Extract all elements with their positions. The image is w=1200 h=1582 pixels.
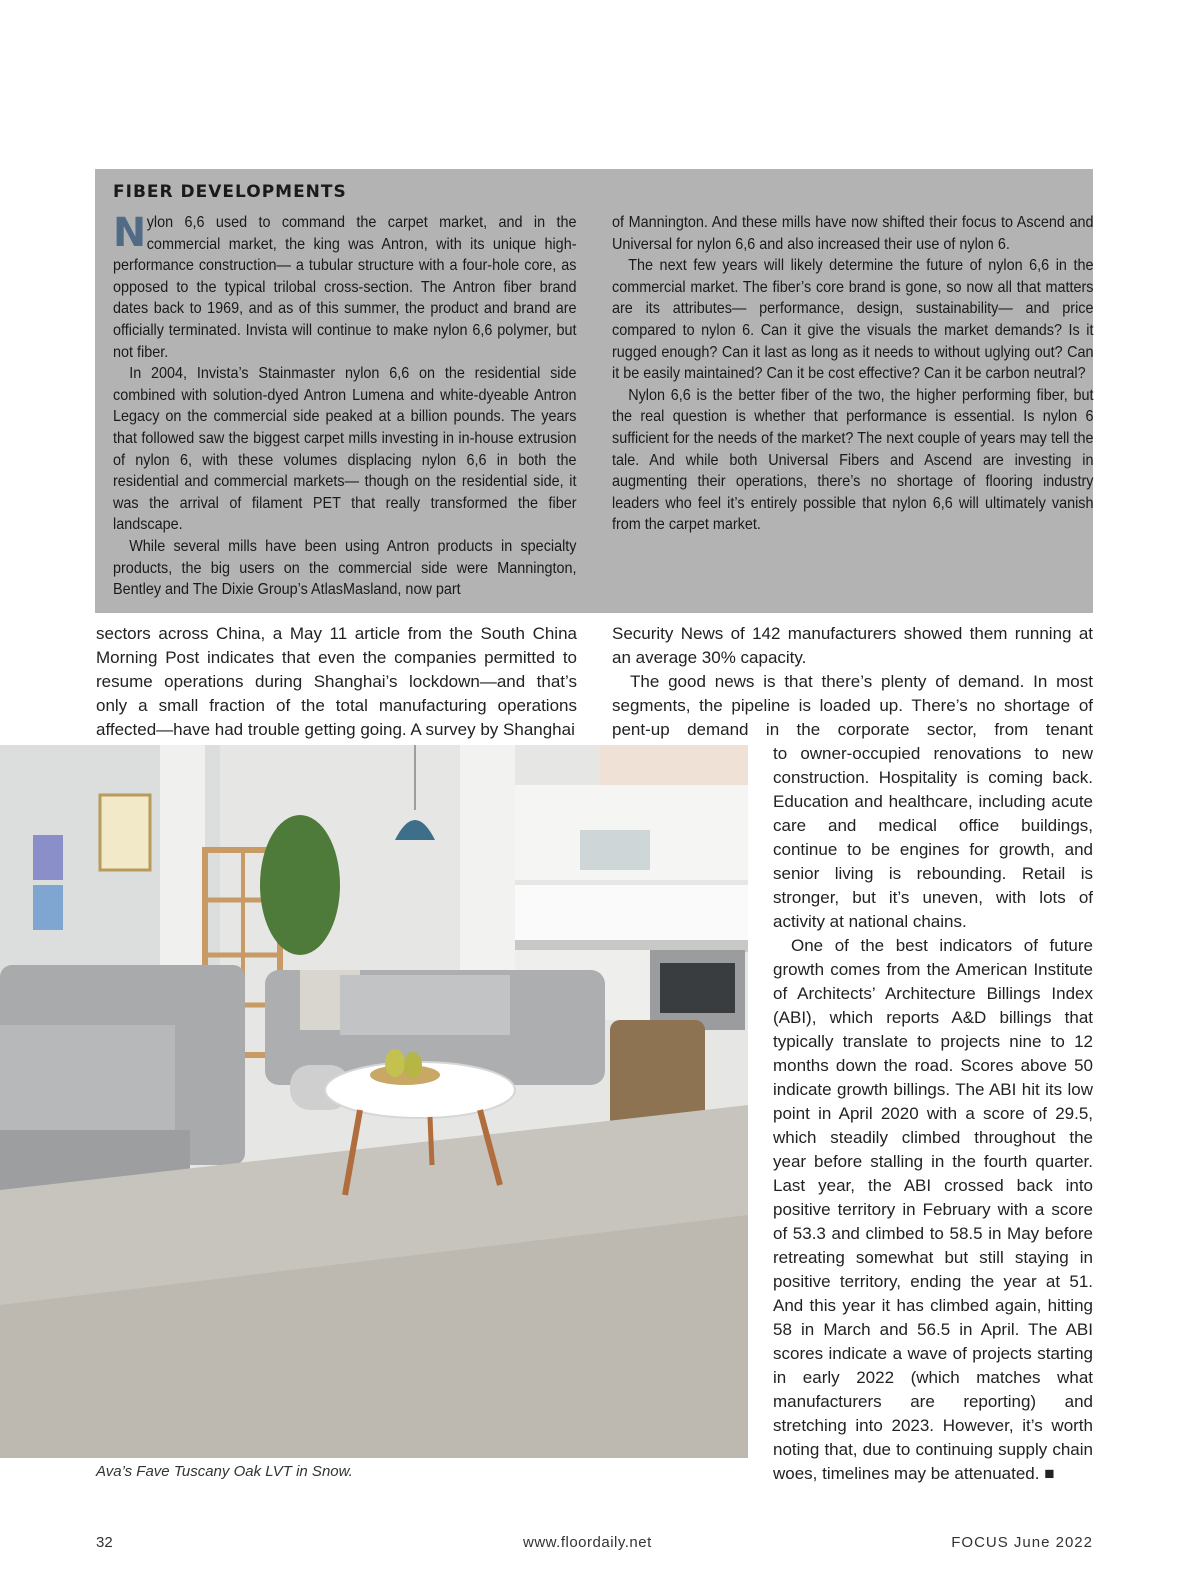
sidebar-paragraph-5: The next few years will likely determine the future of nylon 6,6 in the commercial market. The fiber’s core brand is gone, so now all that matters are its attributes— performance, design, sustainability— and price compared to nylon 6. Can it give the visuals the market demands? Is it rugged enough? Can it last as long as it needs to without uglying out? Can it be easily maintained? Can it be cost effective? Can it be carbon neutral? — [612, 257, 1094, 383]
living-room-photo — [0, 745, 748, 1458]
article-paragraph: sectors across China, a May 11 article from the South China Morning Post indicates that even the companies permitted to resume operations during Shanghai’s lockdown—and that’s only a small fraction of the total manufacturing operations affected—have had trouble getting going. A survey by Shanghai — [96, 624, 577, 739]
article-paragraph: The good news is that there’s plenty of demand. In most segments, the pipeline is loaded up. There’s no shortage of pent-up demand in the corporate sector, from tenant — [612, 672, 1093, 739]
sidebar-paragraph-1 — [113, 212, 577, 363]
article-paragraph: Security News of 142 manufacturers showed them running at an average 30% capacity. — [612, 624, 1093, 667]
magazine-issue: FOCUS June 2022 — [951, 1534, 1093, 1551]
end-mark: ■ — [1044, 1464, 1055, 1483]
article-column-left — [96, 622, 577, 742]
sidebar-paragraph-3: While several mills have been using Antron products in specialty products, the big users on the commercial side were Mannington, Bentley and The Dixie Group’s AtlasMasland, now part — [113, 537, 577, 599]
article-paragraph: to owner-occupied renovations to new construction. Hospitality is coming back. Education and healthcare, including acute care and medical office buildings, continue to be engines for growth, and senior living is rebounding. Retail is stronger, but it’s uneven, with lots of activity at national chains. — [773, 744, 1093, 931]
sidebar-paragraph-4: of Mannington. And these mills have now shifted their focus to Ascend and Universal for nylon 6,6 and also increased their use of nylon 6. — [612, 214, 1094, 253]
fiber-developments-sidebar — [95, 169, 1093, 613]
sidebar-paragraph-1-text: ylon 6,6 used to command the carpet market, and in the commercial market, the king was Antron, with its unique high-performance construction— a tubular structure with a four-hole core, as opposed to the typical trilobal cross-section. The Antron fiber brand dates back to 1969, and as of this summer, the product and brand are officially terminated. Invista will continue to make nylon 6,6 polymer, but not fiber. — [113, 214, 577, 361]
article-column-right-lower — [773, 742, 1093, 1486]
drop-cap: N — [113, 210, 147, 256]
photo-caption: Ava’s Fave Tuscany Oak LVT in Snow. — [96, 1463, 353, 1480]
sidebar-paragraph-2: In 2004, Invista’s Stainmaster nylon 6,6 on the residential side combined with solution-dyed Antron Lumena and white-dyeable Antron Legacy on the commercial side peaked at a billion pounds. The years that followed saw the biggest carpet mills investing in in-house extrusion of nylon 6, with these volumes displacing nylon 6,6 in both the residential and commercial markets— though on the residential side, it was the arrival of filament PET that really transformed the fiber landscape. — [113, 365, 577, 534]
article-paragraph — [773, 934, 1093, 1486]
sidebar-column-right — [612, 212, 1094, 536]
page-number: 32 — [96, 1534, 113, 1551]
website-link[interactable]: www.floordaily.net — [523, 1534, 652, 1551]
sidebar-title: FIBER DEVELOPMENTS — [113, 182, 347, 202]
sidebar-column-left — [113, 212, 577, 601]
sidebar-paragraph-6: Nylon 6,6 is the better fiber of the two, the higher performing fiber, but the real question is whether that performance is essential. Is nylon 6 sufficient for the needs of the market? The next couple of years may tell the tale. And while both Universal Fibers and Ascend are investing in augmenting their operations, there’s no shortage of flooring industry leaders who feel it’s entirely possible that nylon 6,6 will ultimately vanish from the carpet market. — [612, 386, 1094, 534]
article-paragraph-text: One of the best indicators of future growth comes from the American Institute of Architects’ Architecture Billings Index (ABI), which reports A&D billings that typically translate to projects nine to 12 months down the road. Scores above 50 indicate growth billings. The ABI hit its low point in April 2020 with a score of 29.5, which steadily climbed throughout the year before stalling in the fourth quarter. Last year, the ABI crossed back into positive territory in February with a score of 53.3 and climbed to 58.5 in May before retreating somewhat but still staying in positive territory, ending the year at 51. And this year it has climbed again, hitting 58 in March and 56.5 in April. The ABI scores indicate a wave of projects starting in early 2022 (which matches what manufacturers are reporting) and stretching into 2023. However, it’s worth noting that, due to continuing supply chain woes, timelines may be attenuated. — [773, 936, 1093, 1483]
